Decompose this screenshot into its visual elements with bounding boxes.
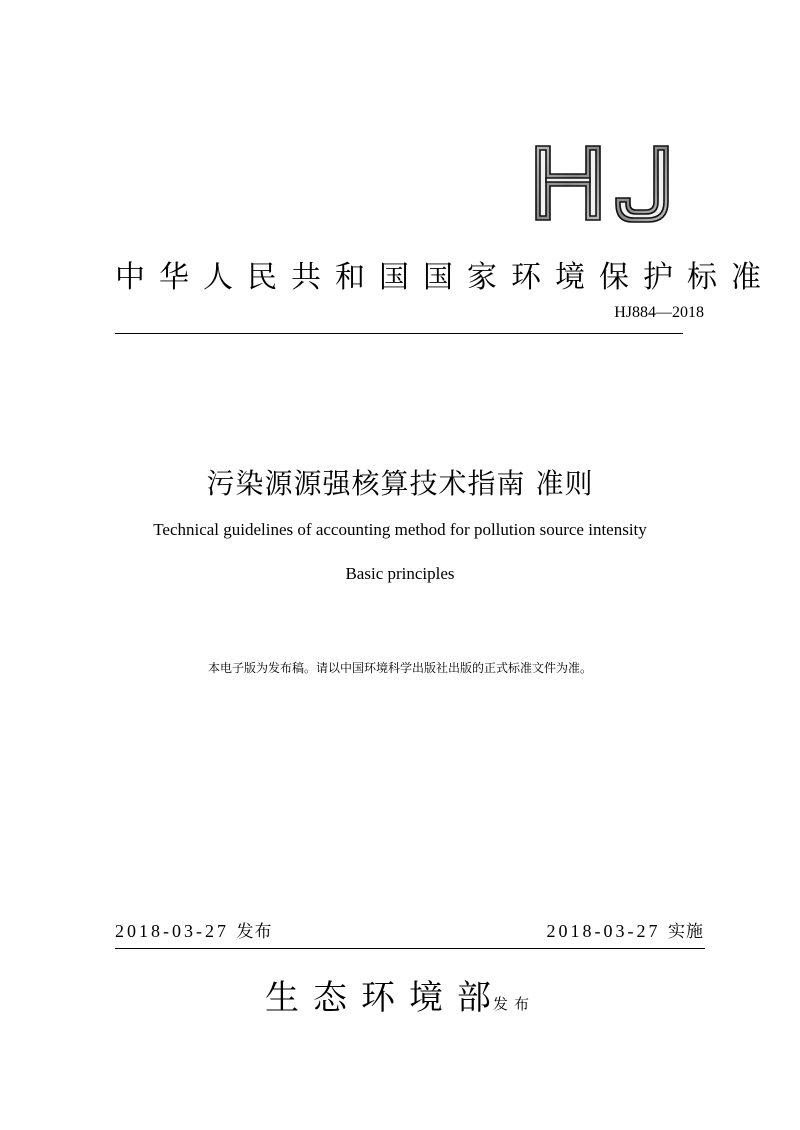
bottom-divider xyxy=(115,948,705,949)
implement-label: 实施 xyxy=(668,922,704,942)
issuer-name: 生态环境部 xyxy=(264,978,505,1018)
issue-label: 发布 xyxy=(236,922,273,942)
implement-date: 2018-03-27 xyxy=(546,921,661,941)
document-title-en: Technical guidelines of accounting method for pollution source intensity xyxy=(153,520,647,539)
hj-logo xyxy=(530,142,680,224)
document-subtitle-en: Basic principles xyxy=(345,564,455,583)
issuer-suffix: 发布 xyxy=(492,995,535,1013)
issue-date: 2018-03-27 xyxy=(115,921,229,941)
edition-notice: 本电子版为发布稿。请以中国环境科学出版社出版的正式标准文件为准。 xyxy=(207,661,592,675)
issue-date-block xyxy=(115,917,273,942)
document-title-cn: 污染源源强核算技术指南 准则 xyxy=(206,467,594,500)
standard-title: 中华人民共和国国家环境保护标准 xyxy=(115,260,775,295)
issuer-block xyxy=(0,970,800,1019)
implement-date-block xyxy=(547,917,705,942)
standard-code: HJ884—2018 xyxy=(614,304,704,321)
top-divider xyxy=(115,333,683,334)
